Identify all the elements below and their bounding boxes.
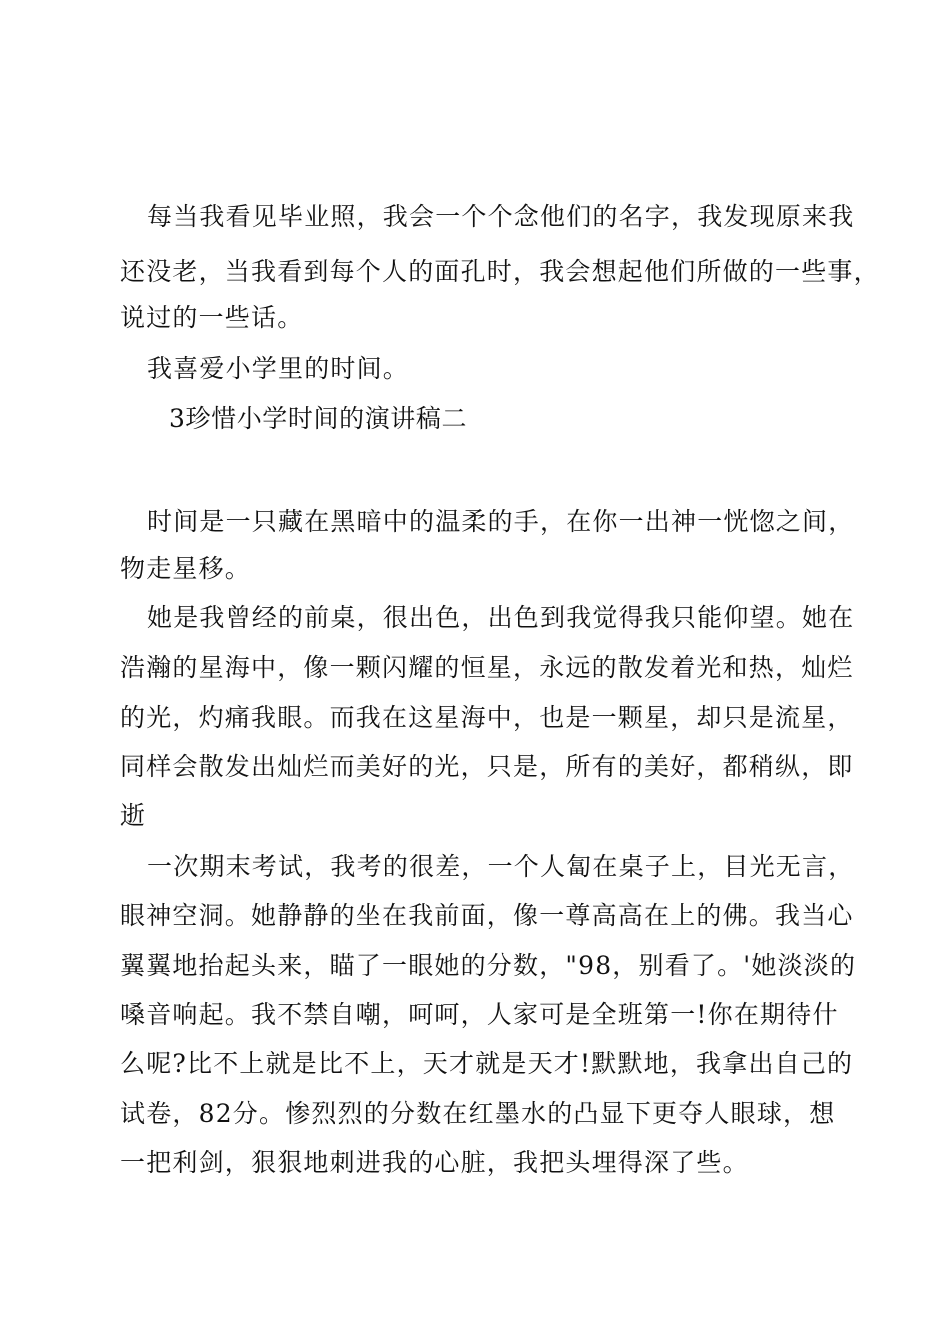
paragraph-5-line-6: 试卷，82分。惨烈烈的分数在红墨水的凸显下更夺人眼球，想	[120, 1099, 836, 1128]
paragraph-5-line-5: 么呢?比不上就是比不上，天才就是天才!默默地，我拿出自己的	[120, 1049, 854, 1078]
paragraph-1-line-1: 每当我看见毕业照，我会一个个念他们的名字，我发现原来我	[147, 202, 855, 231]
paragraph-3-line-1: 时间是一只藏在黑暗中的温柔的手，在你一出神一恍惚之间，	[147, 507, 855, 536]
paragraph-2-line-1: 我喜爱小学里的时间。	[147, 354, 410, 383]
paragraph-4-line-1: 她是我曾经的前桌，很出色，出色到我觉得我只能仰望。她在	[147, 603, 855, 632]
paragraph-4-line-5: 逝	[120, 801, 147, 830]
paragraph-1-line-2: 还没老，当我看到每个人的面孔时，我会想起他们所做的一些事，	[120, 257, 880, 286]
paragraph-5-line-3: 翼翼地抬起头来，瞄了一眼她的分数，"98，别看了。'她淡淡的	[120, 951, 857, 980]
paragraph-4-line-4: 同样会散发出灿烂而美好的光，只是，所有的美好，都稍纵，即	[120, 752, 854, 781]
section-heading: 3珍惜小学时间的演讲稿二	[169, 404, 468, 433]
paragraph-4-line-3: 的光，灼痛我眼。而我在这星海中，也是一颗星，却只是流星，	[120, 703, 854, 732]
paragraph-5-line-2: 眼神空洞。她静静的坐在我前面，像一尊高高在上的佛。我当心	[120, 901, 854, 930]
paragraph-5-line-7: 一把利剑，狠狠地刺进我的心脏，我把头埋得深了些。	[120, 1148, 749, 1177]
paragraph-5-line-1: 一次期末考试，我考的很差，一个人匐在桌子上，目光无言，	[147, 852, 855, 881]
paragraph-4-line-2: 浩瀚的星海中，像一颗闪耀的恒星，永远的散发着光和热，灿烂	[120, 653, 854, 682]
paragraph-5-line-4: 嗓音响起。我不禁自嘲，呵呵，人家可是全班第一!你在期待什	[120, 1000, 839, 1029]
paragraph-1-line-3: 说过的一些话。	[120, 303, 304, 332]
paragraph-3-line-2: 物走星移。	[120, 554, 252, 583]
